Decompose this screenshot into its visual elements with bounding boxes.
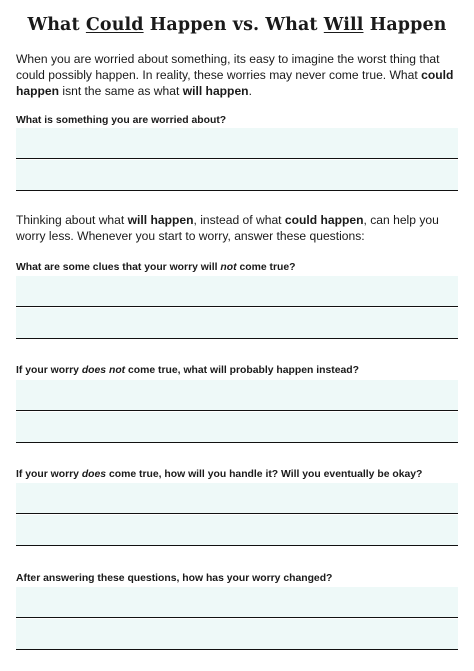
middle-text-1: Thinking about what (16, 213, 128, 227)
intro-paragraph (16, 51, 460, 99)
middle-text-2: , instead of what (193, 213, 285, 227)
question-2-label (16, 261, 460, 274)
title-will: Will (323, 15, 364, 35)
q3-post: come true, what will probably happen instead? (125, 365, 359, 376)
q4-pre: If your worry (16, 469, 82, 480)
instruction-paragraph (16, 212, 460, 244)
title-part-2: Happen vs. What (143, 15, 324, 35)
answer-2-line-1[interactable] (16, 276, 458, 307)
q4-emphasis: does (81, 469, 107, 480)
intro-text-2: isnt the same as what (59, 84, 183, 98)
middle-text-3: , can help you worry less. Whenever you start to worry, answer these questions: (16, 213, 439, 243)
middle-bold-1: will happen (127, 213, 194, 227)
q4-post: come true, how will you handle it? Will you eventually be okay? (106, 469, 423, 480)
answer-3-line-2[interactable] (16, 412, 458, 443)
question-4-label (16, 468, 460, 481)
q3-pre: If your worry (16, 365, 82, 376)
q2-pre: What are some clues that your worry will (16, 262, 221, 273)
intro-text-3: . (248, 84, 252, 98)
title-could: Could (85, 15, 144, 35)
title-part-3: Happen (363, 15, 447, 35)
answer-4-line-2[interactable] (16, 515, 458, 546)
middle-bold-2: could happen (284, 213, 364, 227)
q3-emphasis: does not (81, 365, 126, 376)
answer-5-line-1[interactable] (16, 587, 458, 618)
answer-5-line-2[interactable] (16, 619, 458, 650)
question-3-label (16, 364, 460, 377)
answer-1-line-1[interactable] (16, 128, 458, 159)
page-title (0, 15, 474, 35)
title-part-1: What (27, 15, 86, 35)
answer-4-line-1[interactable] (16, 483, 458, 514)
intro-bold-2: will happen (182, 84, 249, 98)
intro-text-1: When you are worried about something, its easy to imagine the worst thing that could possibly happen. In reality, these worries may never come true. What (16, 52, 440, 82)
answer-3-line-1[interactable] (16, 380, 458, 411)
q2-emphasis: not (220, 262, 237, 273)
answer-2-line-2[interactable] (16, 308, 458, 339)
intro-bold-1: could happen (16, 68, 454, 98)
q2-post: come true? (236, 262, 296, 273)
answer-1-line-2[interactable] (16, 160, 458, 191)
question-5-label: After answering these questions, how has your worry changed? (16, 573, 333, 584)
question-1-label: What is something you are worried about? (16, 115, 227, 126)
